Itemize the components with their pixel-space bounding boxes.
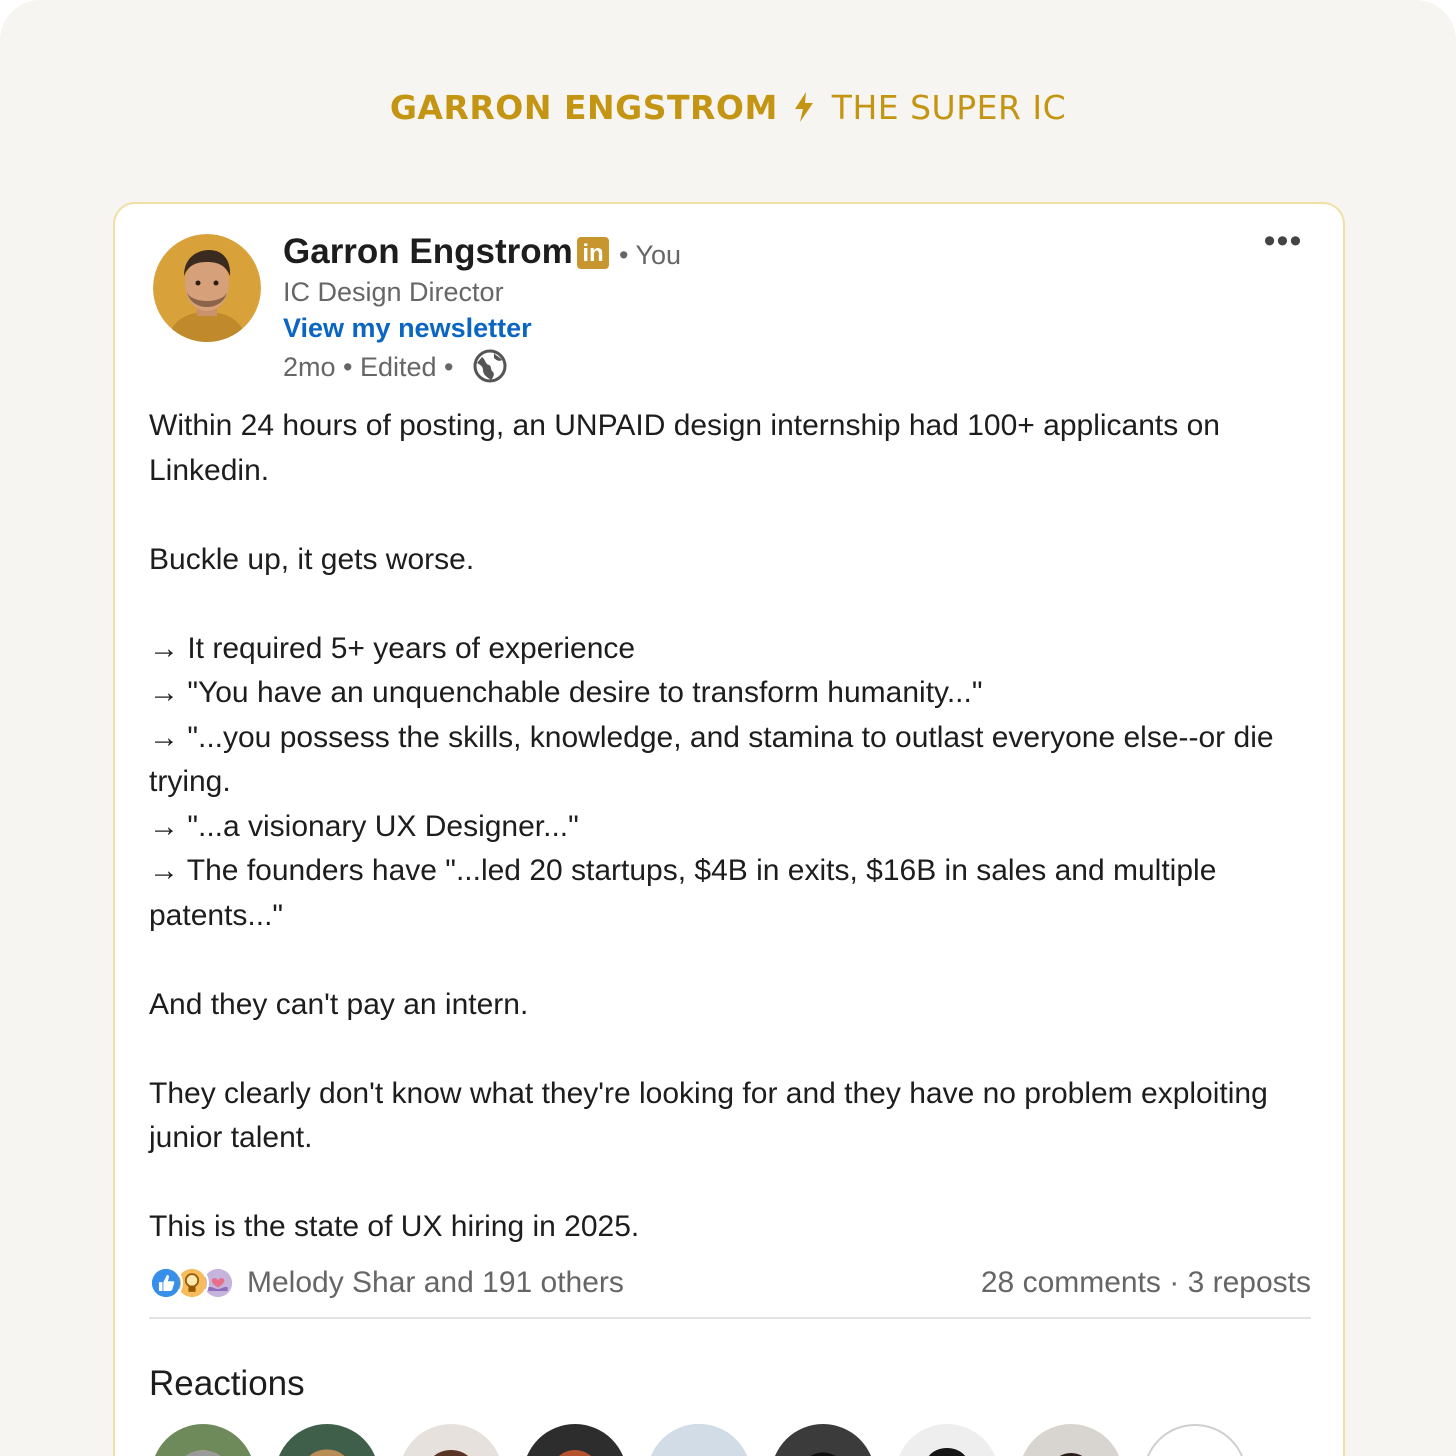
reaction-icons[interactable] (149, 1266, 239, 1300)
globe-icon (473, 349, 507, 383)
more-reactors-button[interactable] (1143, 1424, 1247, 1456)
post-line: Buckle up, it gets worse. (149, 542, 475, 576)
paragraph-gap (149, 1027, 1324, 1072)
like-icon (149, 1266, 183, 1300)
reactor-avatar[interactable] (275, 1424, 379, 1456)
reactor-avatar[interactable] (895, 1424, 999, 1456)
divider (149, 1317, 1311, 1319)
avatar-portrait (153, 234, 261, 342)
post-line: → The founders have "...led 20 startups, $4B in exits, $16B in sales and multiple patents..." (149, 854, 1217, 932)
post-line: This is the state of UX hiring in 2025. (149, 1210, 640, 1243)
more-options-icon[interactable]: ••• (1263, 222, 1303, 260)
connection-degree: • You (619, 240, 682, 270)
post-meta: 2mo • Edited • (283, 352, 454, 382)
post-line: → "...you possess the skills, knowledge, and stamina to outlast everyone else--or die trying. (149, 720, 1274, 798)
likers-summary[interactable]: Melody Shar and 191 others (247, 1266, 624, 1299)
newsletter-link[interactable]: View my newsletter (283, 313, 532, 343)
paragraph-gap (149, 1161, 1324, 1206)
paragraph-gap (149, 582, 1324, 627)
social-counts-bar (149, 1264, 1311, 1304)
author-headline: IC Design Director (283, 277, 504, 307)
post-line: And they can't pay an intern. (149, 987, 529, 1021)
post-body (149, 404, 1324, 1250)
paragraph-gap (149, 938, 1324, 983)
post-line: → "...a visionary UX Designer..." (149, 809, 579, 843)
brand-name: GARRON ENGSTROM (389, 88, 778, 127)
lightning-bolt-icon (793, 92, 815, 122)
post-line: → It required 5+ years of experience (149, 631, 636, 665)
reactor-avatar[interactable] (151, 1424, 255, 1456)
comments-reposts-count[interactable]: 28 comments · 3 reposts (980, 1266, 1311, 1299)
reactor-avatar[interactable] (771, 1424, 875, 1456)
reactor-avatar[interactable] (647, 1424, 751, 1456)
author-avatar[interactable] (153, 234, 261, 342)
post-line: They clearly don't know what they're looking for and they have no problem exploiting junior talent. (149, 1076, 1268, 1154)
post-line: → "You have an unquenchable desire to transform humanity..." (149, 676, 983, 709)
paragraph-gap (149, 493, 1324, 538)
brand-header (0, 88, 1456, 127)
post-line: Within 24 hours of posting, an UNPAID design internship had 100+ applicants on Linkedin. (149, 409, 1220, 487)
reactions-heading: Reactions (149, 1364, 305, 1403)
linkedin-badge-icon: in (577, 237, 609, 269)
reactor-avatar[interactable] (1019, 1424, 1123, 1456)
brand-tagline: THE SUPER IC (831, 88, 1067, 127)
reactor-avatars (151, 1424, 1311, 1456)
reactor-avatar[interactable] (399, 1424, 503, 1456)
reactor-avatar[interactable] (523, 1424, 627, 1456)
post-card (113, 202, 1345, 1456)
author-name[interactable]: Garron Engstrom (283, 232, 573, 271)
